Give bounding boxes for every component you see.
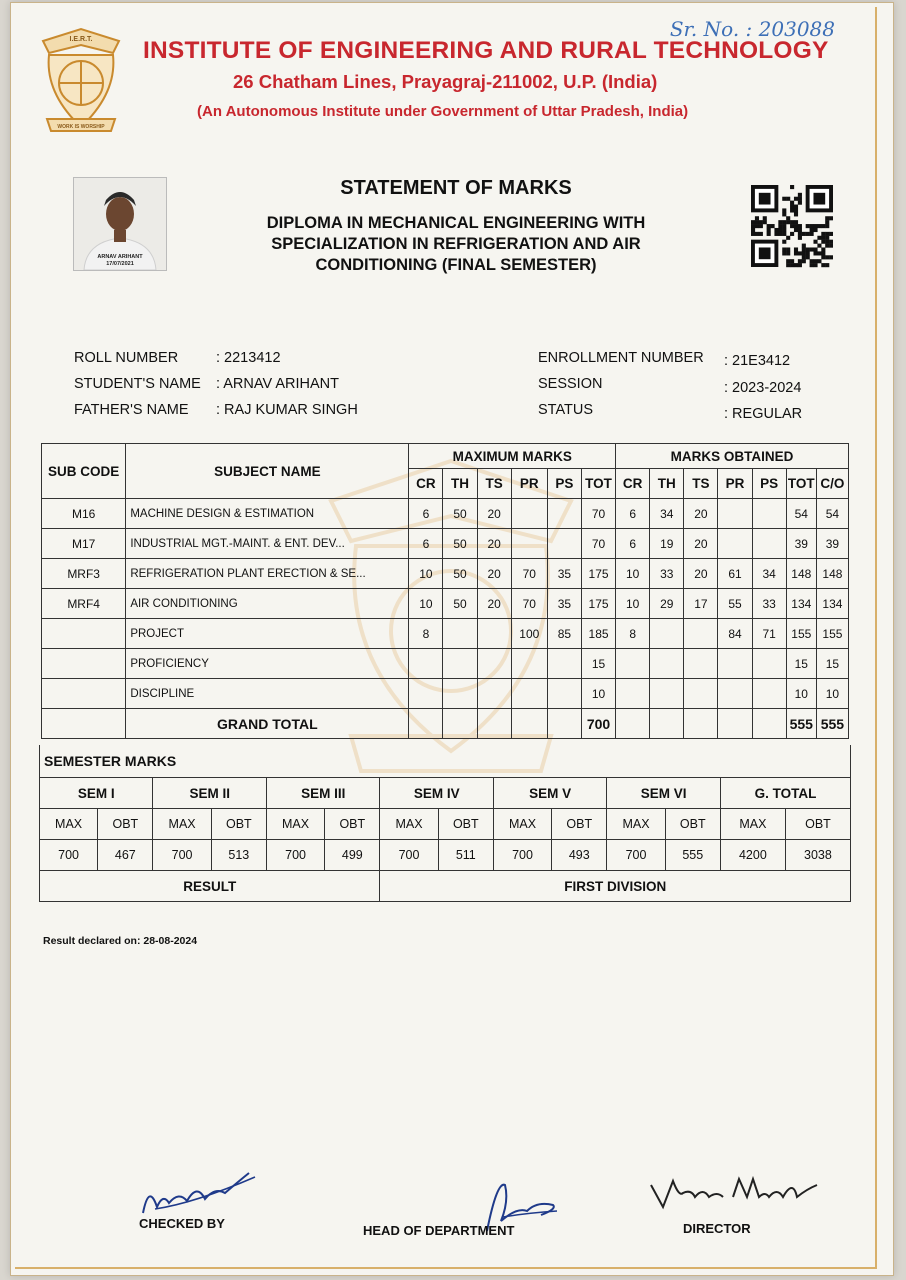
programme-title: [211, 213, 701, 276]
result-label: RESULT: [40, 871, 380, 902]
status-label: STATUS: [538, 402, 594, 418]
obtained-mark-cell: 54: [816, 499, 848, 529]
semester-obt-label: OBT: [552, 809, 607, 840]
max-mark-cell: 50: [443, 499, 477, 529]
semester-obt-label: OBT: [325, 809, 380, 840]
semester-obt-value: 493: [552, 840, 607, 871]
obtained-mark-cell: 8: [616, 619, 650, 649]
status-value: : REGULAR: [724, 406, 803, 422]
semester-max-value: 700: [266, 840, 324, 871]
semester-max-label: MAX: [380, 809, 438, 840]
max-col-header: PS: [547, 469, 581, 499]
obtained-mark-cell: 84: [718, 619, 752, 649]
semester-obt-value: 513: [211, 840, 266, 871]
obtained-mark-cell: 34: [752, 559, 786, 589]
subject-row: [42, 589, 849, 619]
max-mark-cell: 35: [547, 559, 581, 589]
obtained-mark-cell: 33: [752, 589, 786, 619]
semester-marks-title: SEMESTER MARKS: [40, 745, 851, 778]
semester-max-label: MAX: [720, 809, 785, 840]
obt-col-header: CR: [616, 469, 650, 499]
max-mark-cell: 50: [443, 589, 477, 619]
max-mark-cell: [547, 529, 581, 559]
semester-obt-value: 467: [98, 840, 153, 871]
semester-max-label: MAX: [493, 809, 551, 840]
semester-max-value: 700: [493, 840, 551, 871]
max-mark-cell: [409, 679, 443, 709]
max-mark-cell: 85: [547, 619, 581, 649]
semester-obt-value: 555: [665, 840, 720, 871]
subject-row: [42, 529, 849, 559]
semester-obt-value: 511: [438, 840, 493, 871]
max-mark-cell: 50: [443, 529, 477, 559]
head-of-department-label: HEAD OF DEPARTMENT: [363, 1223, 515, 1238]
max-col-header: TH: [443, 469, 477, 499]
blank-cell: [752, 709, 786, 739]
blank-cell: [650, 709, 684, 739]
logo-top-text: I.E.R.T.: [69, 36, 93, 43]
max-mark-cell: [511, 499, 547, 529]
max-col-header: TS: [477, 469, 511, 499]
semester-max-value: 700: [607, 840, 665, 871]
marks-obtained-header: MARKS OBTAINED: [616, 444, 849, 469]
max-mark-cell: [409, 649, 443, 679]
semester-name: SEM VI: [607, 778, 720, 809]
obtained-mark-cell: [684, 619, 718, 649]
obtained-mark-cell: 71: [752, 619, 786, 649]
obtained-mark-cell: [752, 499, 786, 529]
semester-obt-label: OBT: [211, 809, 266, 840]
subject-row: [42, 649, 849, 679]
max-mark-cell: 20: [477, 559, 511, 589]
max-mark-cell: [547, 649, 581, 679]
obtained-mark-cell: [718, 529, 752, 559]
subject-code: M16: [42, 499, 126, 529]
enrollment-label: ENROLLMENT NUMBER: [538, 350, 704, 366]
obtained-mark-cell: 10: [616, 589, 650, 619]
obtained-mark-cell: 134: [816, 589, 848, 619]
semester-table: [39, 745, 851, 902]
obtained-mark-cell: 15: [786, 649, 816, 679]
semester-name: SEM V: [493, 778, 606, 809]
blank-cell: [511, 709, 547, 739]
obtained-mark-cell: 134: [786, 589, 816, 619]
max-mark-cell: 10: [581, 679, 615, 709]
statement-title: STATEMENT OF MARKS: [340, 177, 572, 199]
semester-max-value: 700: [153, 840, 211, 871]
max-mark-cell: [547, 679, 581, 709]
semester-obt-label: OBT: [665, 809, 720, 840]
subject-name: INDUSTRIAL MGT.-MAINT. & ENT. DEV...: [126, 529, 409, 559]
semester-name: SEM III: [266, 778, 379, 809]
obtained-mark-cell: [752, 649, 786, 679]
max-mark-cell: 175: [581, 589, 615, 619]
semester-name: SEM IV: [380, 778, 493, 809]
subject-row: [42, 559, 849, 589]
obtained-mark-cell: 20: [684, 559, 718, 589]
subject-code: MRF3: [42, 559, 126, 589]
subject-code: M17: [42, 529, 126, 559]
programme-line-2: SPECIALIZATION IN REFRIGERATION AND AIR: [271, 235, 641, 253]
photo-caption-date: 17/07/2021: [106, 261, 134, 267]
student-name-value: : ARNAV ARIHANT: [216, 376, 340, 392]
grand-total-max: 700: [581, 709, 615, 739]
subject-name-header: SUBJECT NAME: [126, 444, 409, 499]
checked-by-signature: [135, 1163, 265, 1223]
max-mark-cell: 100: [511, 619, 547, 649]
obtained-mark-cell: 39: [786, 529, 816, 559]
max-mark-cell: 20: [477, 499, 511, 529]
subject-name: PROFICIENCY: [126, 649, 409, 679]
obtained-mark-cell: [616, 679, 650, 709]
max-mark-cell: 175: [581, 559, 615, 589]
max-mark-cell: [511, 529, 547, 559]
session-label: SESSION: [538, 376, 603, 392]
semester-obt-label: OBT: [438, 809, 493, 840]
max-mark-cell: [443, 679, 477, 709]
grand-total-blank: [42, 709, 126, 739]
blank-cell: [718, 709, 752, 739]
institute-subtitle: (An Autonomous Institute under Government of Uttar Pradesh, India): [197, 103, 689, 120]
obtained-mark-cell: 6: [616, 529, 650, 559]
obtained-mark-cell: 54: [786, 499, 816, 529]
obtained-mark-cell: 34: [650, 499, 684, 529]
obtained-mark-cell: 61: [718, 559, 752, 589]
enrollment-value: : 21E3412: [724, 353, 791, 369]
subject-code: [42, 679, 126, 709]
obtained-mark-cell: [616, 649, 650, 679]
max-mark-cell: 8: [409, 619, 443, 649]
max-marks-header: MAXIMUM MARKS: [409, 444, 616, 469]
obtained-mark-cell: [718, 499, 752, 529]
institute-address: 26 Chatham Lines, Prayagraj-211002, U.P. (India): [233, 71, 658, 92]
programme-line-1: DIPLOMA IN MECHANICAL ENGINEERING WITH: [266, 214, 646, 232]
max-mark-cell: 50: [443, 559, 477, 589]
max-mark-cell: 20: [477, 589, 511, 619]
max-mark-cell: [511, 649, 547, 679]
obtained-mark-cell: [650, 679, 684, 709]
max-mark-cell: [477, 649, 511, 679]
max-col-header: TOT: [581, 469, 615, 499]
subject-code: MRF4: [42, 589, 126, 619]
obtained-mark-cell: [684, 649, 718, 679]
max-col-header: CR: [409, 469, 443, 499]
director-label: DIRECTOR: [683, 1221, 751, 1236]
max-mark-cell: [443, 619, 477, 649]
obtained-mark-cell: [684, 679, 718, 709]
checked-by-label: CHECKED BY: [139, 1216, 225, 1231]
subject-row: [42, 679, 849, 709]
max-mark-cell: 35: [547, 589, 581, 619]
programme-line-3: CONDITIONING (FINAL SEMESTER): [315, 256, 597, 274]
subject-name: REFRIGERATION PLANT ERECTION & SE...: [126, 559, 409, 589]
semester-max-label: MAX: [153, 809, 211, 840]
subject-name: DISCIPLINE: [126, 679, 409, 709]
semester-name: SEM II: [153, 778, 266, 809]
max-mark-cell: [443, 649, 477, 679]
obtained-mark-cell: [718, 649, 752, 679]
obt-col-header: PS: [752, 469, 786, 499]
obtained-mark-cell: [650, 649, 684, 679]
result-declared-date: Result declared on: 28-08-2024: [43, 935, 198, 947]
student-name-label: STUDENT'S NAME: [74, 376, 201, 392]
semester-max-value: 700: [40, 840, 98, 871]
marks-table: [41, 443, 849, 739]
subject-row: [42, 499, 849, 529]
grand-total-co: 555: [816, 709, 848, 739]
obtained-mark-cell: 20: [684, 499, 718, 529]
student-photo: [73, 177, 167, 271]
obtained-mark-cell: 39: [816, 529, 848, 559]
max-col-header: PR: [511, 469, 547, 499]
blank-cell: [409, 709, 443, 739]
blank-cell: [443, 709, 477, 739]
qr-code: [751, 185, 833, 273]
max-mark-cell: 10: [409, 559, 443, 589]
institute-name: INSTITUTE OF ENGINEERING AND RURAL TECHNOLOGY: [143, 37, 829, 64]
institute-logo: [33, 23, 129, 141]
obt-col-header: PR: [718, 469, 752, 499]
blank-cell: [616, 709, 650, 739]
obt-col-header: TS: [684, 469, 718, 499]
subject-name: AIR CONDITIONING: [126, 589, 409, 619]
max-mark-cell: 6: [409, 529, 443, 559]
max-mark-cell: 15: [581, 649, 615, 679]
obtained-mark-cell: [752, 529, 786, 559]
father-name-value: : RAJ KUMAR SINGH: [216, 402, 358, 418]
director-signature: [647, 1167, 827, 1217]
obtained-mark-cell: 17: [684, 589, 718, 619]
serial-number: Sr. No. : 203088: [669, 17, 835, 41]
obtained-mark-cell: 10: [816, 679, 848, 709]
semester-obt-label: OBT: [785, 809, 850, 840]
semester-max-label: MAX: [266, 809, 324, 840]
subject-code: [42, 649, 126, 679]
obtained-mark-cell: 6: [616, 499, 650, 529]
semester-max-label: MAX: [607, 809, 665, 840]
photo-caption-name: ARNAV ARIHANT: [97, 254, 143, 260]
blank-cell: [477, 709, 511, 739]
obtained-mark-cell: [718, 679, 752, 709]
obtained-mark-cell: 19: [650, 529, 684, 559]
max-mark-cell: [477, 679, 511, 709]
obtained-mark-cell: 10: [616, 559, 650, 589]
obtained-mark-cell: 148: [786, 559, 816, 589]
semester-max-value: 4200: [720, 840, 785, 871]
subject-name: PROJECT: [126, 619, 409, 649]
obt-col-header: TH: [650, 469, 684, 499]
semester-obt-value: 3038: [785, 840, 850, 871]
subject-code: [42, 619, 126, 649]
obtained-mark-cell: 155: [786, 619, 816, 649]
semester-max-value: 700: [380, 840, 438, 871]
roll-value: : 2213412: [216, 350, 281, 366]
obtained-mark-cell: 10: [786, 679, 816, 709]
max-mark-cell: 70: [511, 589, 547, 619]
max-mark-cell: 70: [581, 499, 615, 529]
max-mark-cell: 185: [581, 619, 615, 649]
obtained-mark-cell: 20: [684, 529, 718, 559]
max-mark-cell: 10: [409, 589, 443, 619]
result-value: FIRST DIVISION: [380, 871, 851, 902]
obtained-mark-cell: [650, 619, 684, 649]
max-mark-cell: [511, 679, 547, 709]
blank-cell: [684, 709, 718, 739]
obtained-mark-cell: 33: [650, 559, 684, 589]
subject-row: [42, 619, 849, 649]
obtained-mark-cell: 148: [816, 559, 848, 589]
sub-code-header: SUB CODE: [42, 444, 126, 499]
obt-col-header: C/O: [816, 469, 848, 499]
max-mark-cell: [477, 619, 511, 649]
semester-obt-label: OBT: [98, 809, 153, 840]
obtained-mark-cell: 15: [816, 649, 848, 679]
max-mark-cell: 70: [581, 529, 615, 559]
obtained-mark-cell: 55: [718, 589, 752, 619]
semester-obt-value: 499: [325, 840, 380, 871]
logo-bottom-text: WORK IS WORSHIP: [57, 124, 105, 130]
obtained-mark-cell: 155: [816, 619, 848, 649]
max-mark-cell: 20: [477, 529, 511, 559]
blank-cell: [547, 709, 581, 739]
grand-total-obt: 555: [786, 709, 816, 739]
obtained-mark-cell: [752, 679, 786, 709]
roll-label: ROLL NUMBER: [74, 350, 179, 366]
obtained-mark-cell: 29: [650, 589, 684, 619]
max-mark-cell: 70: [511, 559, 547, 589]
semester-max-label: MAX: [40, 809, 98, 840]
marksheet-page: [10, 2, 894, 1276]
grand-total-label: GRAND TOTAL: [126, 709, 409, 739]
max-mark-cell: 6: [409, 499, 443, 529]
obt-col-header: TOT: [786, 469, 816, 499]
semester-name: G. TOTAL: [720, 778, 850, 809]
father-name-label: FATHER'S NAME: [74, 402, 189, 418]
semester-name: SEM I: [40, 778, 153, 809]
session-value: : 2023-2024: [724, 380, 802, 396]
subject-name: MACHINE DESIGN & ESTIMATION: [126, 499, 409, 529]
max-mark-cell: [547, 499, 581, 529]
